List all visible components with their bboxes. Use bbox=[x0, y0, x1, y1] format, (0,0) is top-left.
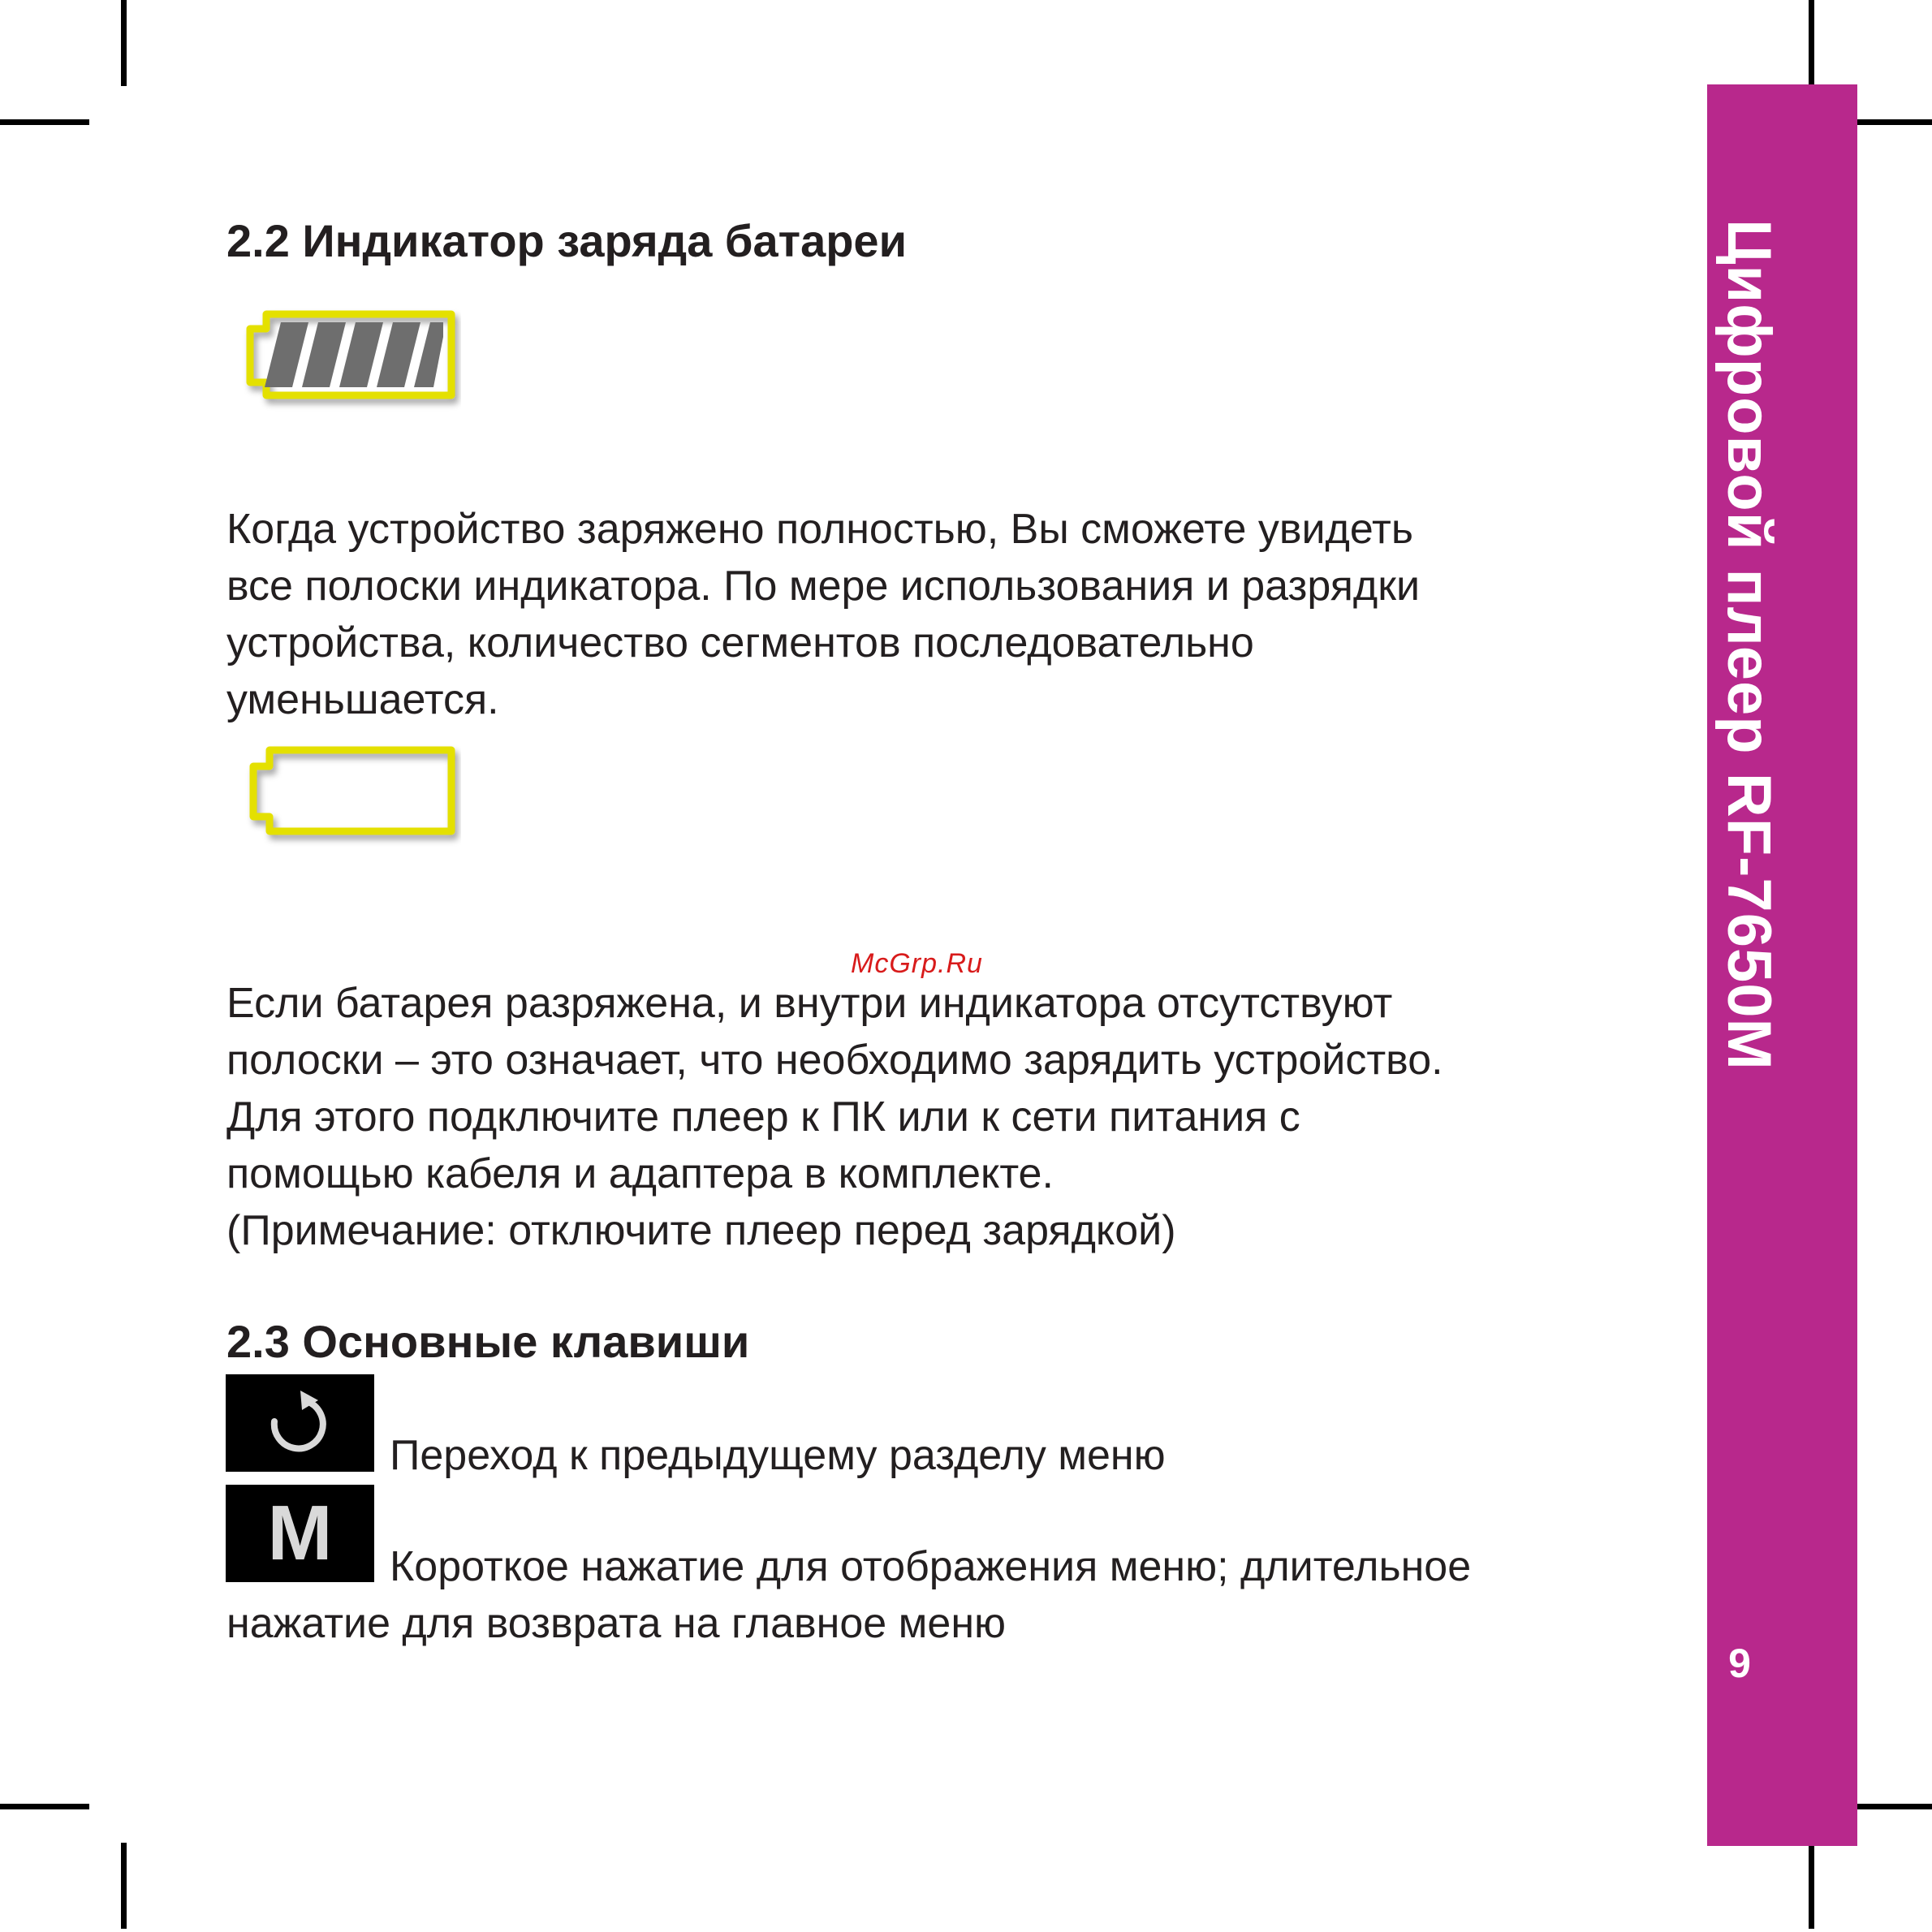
crop-mark bbox=[1809, 1843, 1814, 1929]
section-heading-keys: 2.3 Основные клавиши bbox=[226, 1316, 750, 1367]
text-line: полоски – это означает, что необходимо зарядить устройство. bbox=[226, 1037, 1443, 1084]
sidebar-title: Цифровой плеер RF-7650M bbox=[1714, 219, 1783, 1071]
page-number: 9 bbox=[1728, 1641, 1751, 1686]
crop-mark bbox=[1809, 0, 1814, 86]
battery-empty-icon bbox=[234, 740, 461, 850]
menu-key-description-cont: нажатие для возврата на главное меню bbox=[226, 1600, 1007, 1647]
text-line: уменьшается. bbox=[226, 676, 499, 723]
crop-mark bbox=[121, 1843, 127, 1929]
back-key-description: Переход к предыдущему разделу меню bbox=[390, 1432, 1166, 1479]
watermark: McGrp.Ru bbox=[851, 948, 983, 979]
text-line: Когда устройство заряжено полностью, Вы сможете увидеть bbox=[226, 506, 1413, 553]
menu-m-icon: M bbox=[267, 1490, 333, 1576]
menu-key-description: Короткое нажатие для отображения меню; длительное bbox=[390, 1543, 1472, 1590]
paragraph-empty-battery bbox=[226, 975, 1443, 1259]
battery-full-icon bbox=[234, 304, 461, 414]
crop-mark bbox=[0, 119, 89, 125]
text-line: помощью кабеля и адаптера в комплекте. bbox=[226, 1150, 1054, 1197]
text-line: все полоски индикатора. По мере использования и разрядки bbox=[226, 563, 1420, 610]
paragraph-full-charge bbox=[226, 501, 1420, 728]
menu-key bbox=[226, 1485, 374, 1582]
text-line: (Примечание: отключите плеер перед зарядкой) bbox=[226, 1207, 1176, 1254]
text-line: Для этого подключите плеер к ПК или к сети питания с bbox=[226, 1093, 1300, 1141]
text-line: Если батарея разряжена, и внутри индикатора отсутствуют bbox=[226, 980, 1393, 1027]
text-line: устройства, количество сегментов последовательно bbox=[226, 619, 1254, 666]
back-key bbox=[226, 1374, 374, 1472]
crop-mark bbox=[0, 1804, 89, 1809]
crop-mark bbox=[121, 0, 127, 86]
back-arrow-icon bbox=[252, 1382, 349, 1464]
section-heading-battery: 2.2 Индикатор заряда батареи bbox=[226, 215, 908, 266]
